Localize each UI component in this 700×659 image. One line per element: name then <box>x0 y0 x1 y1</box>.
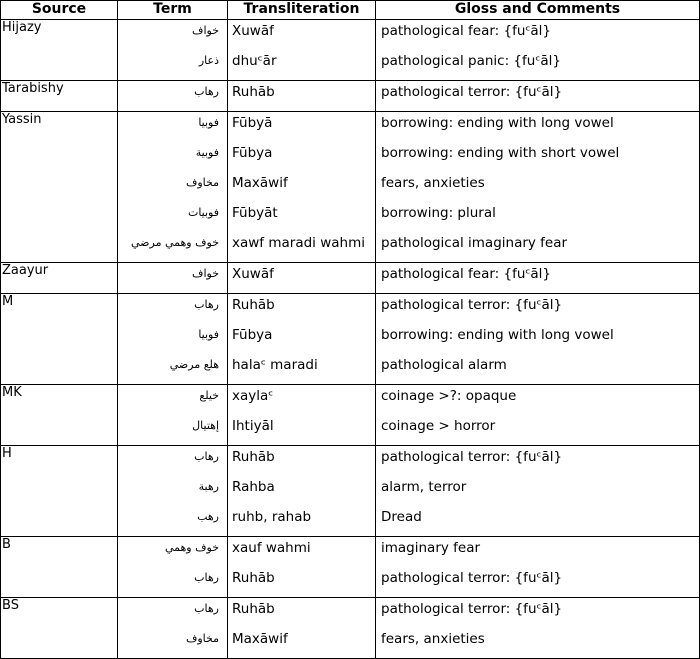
table-row <box>1 598 700 659</box>
transliteration-cell <box>228 263 376 294</box>
arabic-term: خيلع <box>199 389 219 402</box>
term-cell <box>118 537 228 598</box>
gloss: alarm, terror <box>381 479 467 495</box>
arabic-term: فوبية <box>195 146 219 159</box>
transliteration: Ruhāb <box>232 84 275 100</box>
table-body <box>1 20 700 659</box>
source-name: BS <box>2 598 19 613</box>
arabic-term: فوبيا <box>198 328 219 341</box>
header-term: Term <box>118 1 228 20</box>
table-row <box>1 112 700 263</box>
header-gloss: Gloss and Comments <box>376 1 700 20</box>
table-row <box>1 294 700 385</box>
gloss: pathological imaginary fear <box>381 235 568 251</box>
source-name: M <box>2 294 14 309</box>
header-transliteration: Transliteration <box>228 1 376 20</box>
term-cell <box>118 263 228 294</box>
gloss: borrowing: plural <box>381 205 496 221</box>
transliteration: Ihtiyāl <box>232 418 274 434</box>
term-cell <box>118 294 228 385</box>
gloss-cell <box>376 537 700 598</box>
arabic-term: رهبة <box>198 480 219 493</box>
gloss: pathological terror: {fuᶜāl} <box>381 449 563 465</box>
arabic-term: فوبيا <box>198 116 219 129</box>
transliteration-cell <box>228 537 376 598</box>
table-row <box>1 385 700 446</box>
gloss: Dread <box>381 509 422 525</box>
gloss-cell <box>376 263 700 294</box>
source-name: H <box>2 446 12 461</box>
header-row <box>1 1 700 20</box>
arabic-term: خواف <box>192 24 219 37</box>
gloss: coinage > horror <box>381 418 496 434</box>
transliteration: ruhb, rahab <box>232 509 312 525</box>
arabic-term: فوبيات <box>187 206 219 219</box>
gloss: borrowing: ending with short vowel <box>381 145 620 161</box>
arabic-term: رهاب <box>194 571 219 584</box>
gloss: coinage >?: opaque <box>381 388 517 404</box>
arabic-term: مخاوف <box>185 632 219 645</box>
transliteration-cell <box>228 446 376 537</box>
transliteration: Ruhāb <box>232 449 275 465</box>
arabic-term: مخاوف <box>185 176 219 189</box>
source-name: Tarabishy <box>2 81 64 96</box>
transliteration: Fūbyāt <box>232 205 278 221</box>
transliteration: xauf wahmi <box>232 540 311 556</box>
gloss: pathological terror: {fuᶜāl} <box>381 84 563 100</box>
table-row <box>1 263 700 294</box>
source-cell <box>1 112 118 263</box>
gloss: pathological alarm <box>381 357 507 373</box>
gloss-cell <box>376 294 700 385</box>
transliteration: Ruhāb <box>232 570 275 586</box>
arabic-term: رهاب <box>194 602 219 615</box>
table-row <box>1 537 700 598</box>
gloss-cell <box>376 112 700 263</box>
source-name: Yassin <box>2 112 42 127</box>
transliteration-cell <box>228 385 376 446</box>
term-cell <box>118 598 228 659</box>
header-source: Source <box>1 1 118 20</box>
arabic-term: رهب <box>197 510 219 523</box>
term-cell <box>118 112 228 263</box>
arabic-term: خوف وهمي مرضي <box>131 236 219 249</box>
source-name: B <box>2 537 11 552</box>
transliteration: Fūbyā <box>232 115 273 131</box>
arabic-term: ذعار <box>198 54 219 67</box>
term-cell <box>118 446 228 537</box>
source-cell <box>1 598 118 659</box>
source-cell <box>1 20 118 81</box>
transliteration: Ruhāb <box>232 297 275 313</box>
gloss: pathological panic: {fuᶜāl} <box>381 53 561 69</box>
arabic-term: خواف <box>192 267 219 280</box>
source-cell <box>1 385 118 446</box>
term-cell <box>118 385 228 446</box>
gloss: pathological terror: {fuᶜāl} <box>381 570 563 586</box>
transliteration: xawf maradi wahmi <box>232 235 365 251</box>
gloss: pathological terror: {fuᶜāl} <box>381 601 563 617</box>
gloss: pathological terror: {fuᶜāl} <box>381 297 563 313</box>
transliteration: xaylaᶜ <box>232 388 274 404</box>
table-row <box>1 81 700 112</box>
gloss: fears, anxieties <box>381 631 485 647</box>
source-cell <box>1 537 118 598</box>
transliteration: halaᶜ maradi <box>232 357 318 373</box>
arabic-term: خوف وهمي <box>164 541 219 554</box>
transliteration-cell <box>228 81 376 112</box>
transliteration: Maxāwif <box>232 175 288 191</box>
source-cell <box>1 446 118 537</box>
gloss: pathological fear: {fuᶜāl} <box>381 23 552 39</box>
table-row <box>1 20 700 81</box>
source-name: MK <box>2 385 22 400</box>
transliteration-cell <box>228 20 376 81</box>
term-cell <box>118 20 228 81</box>
table-row <box>1 446 700 537</box>
arabic-term: رهاب <box>194 450 219 463</box>
gloss: borrowing: ending with long vowel <box>381 327 614 343</box>
gloss: pathological fear: {fuᶜāl} <box>381 266 552 282</box>
gloss-cell <box>376 446 700 537</box>
gloss: borrowing: ending with long vowel <box>381 115 614 131</box>
transliteration: Xuwāf <box>232 23 274 39</box>
gloss-cell <box>376 598 700 659</box>
transliteration: Xuwāf <box>232 266 274 282</box>
source-cell <box>1 263 118 294</box>
source-name: Hijazy <box>2 20 42 35</box>
source-cell <box>1 294 118 385</box>
gloss-cell <box>376 20 700 81</box>
transliteration-cell <box>228 112 376 263</box>
transliteration: Fūbya <box>232 145 273 161</box>
arabic-term: رهاب <box>194 85 219 98</box>
gloss: fears, anxieties <box>381 175 485 191</box>
transliteration: Ruhāb <box>232 601 275 617</box>
arabic-term: إهتيال <box>192 419 219 432</box>
gloss-cell <box>376 81 700 112</box>
term-cell <box>118 81 228 112</box>
source-name: Zaayur <box>2 263 49 278</box>
transliteration-cell <box>228 294 376 385</box>
transliteration: Rahba <box>232 479 275 495</box>
transliteration-cell <box>228 598 376 659</box>
transliteration: Maxāwif <box>232 631 288 647</box>
arabic-term: رهاب <box>194 298 219 311</box>
transliteration: dhuᶜār <box>232 53 277 69</box>
transliteration: Fūbya <box>232 327 273 343</box>
gloss-cell <box>376 385 700 446</box>
arabic-term: هلع مرضي <box>169 358 219 371</box>
source-cell <box>1 81 118 112</box>
gloss: imaginary fear <box>381 540 481 556</box>
